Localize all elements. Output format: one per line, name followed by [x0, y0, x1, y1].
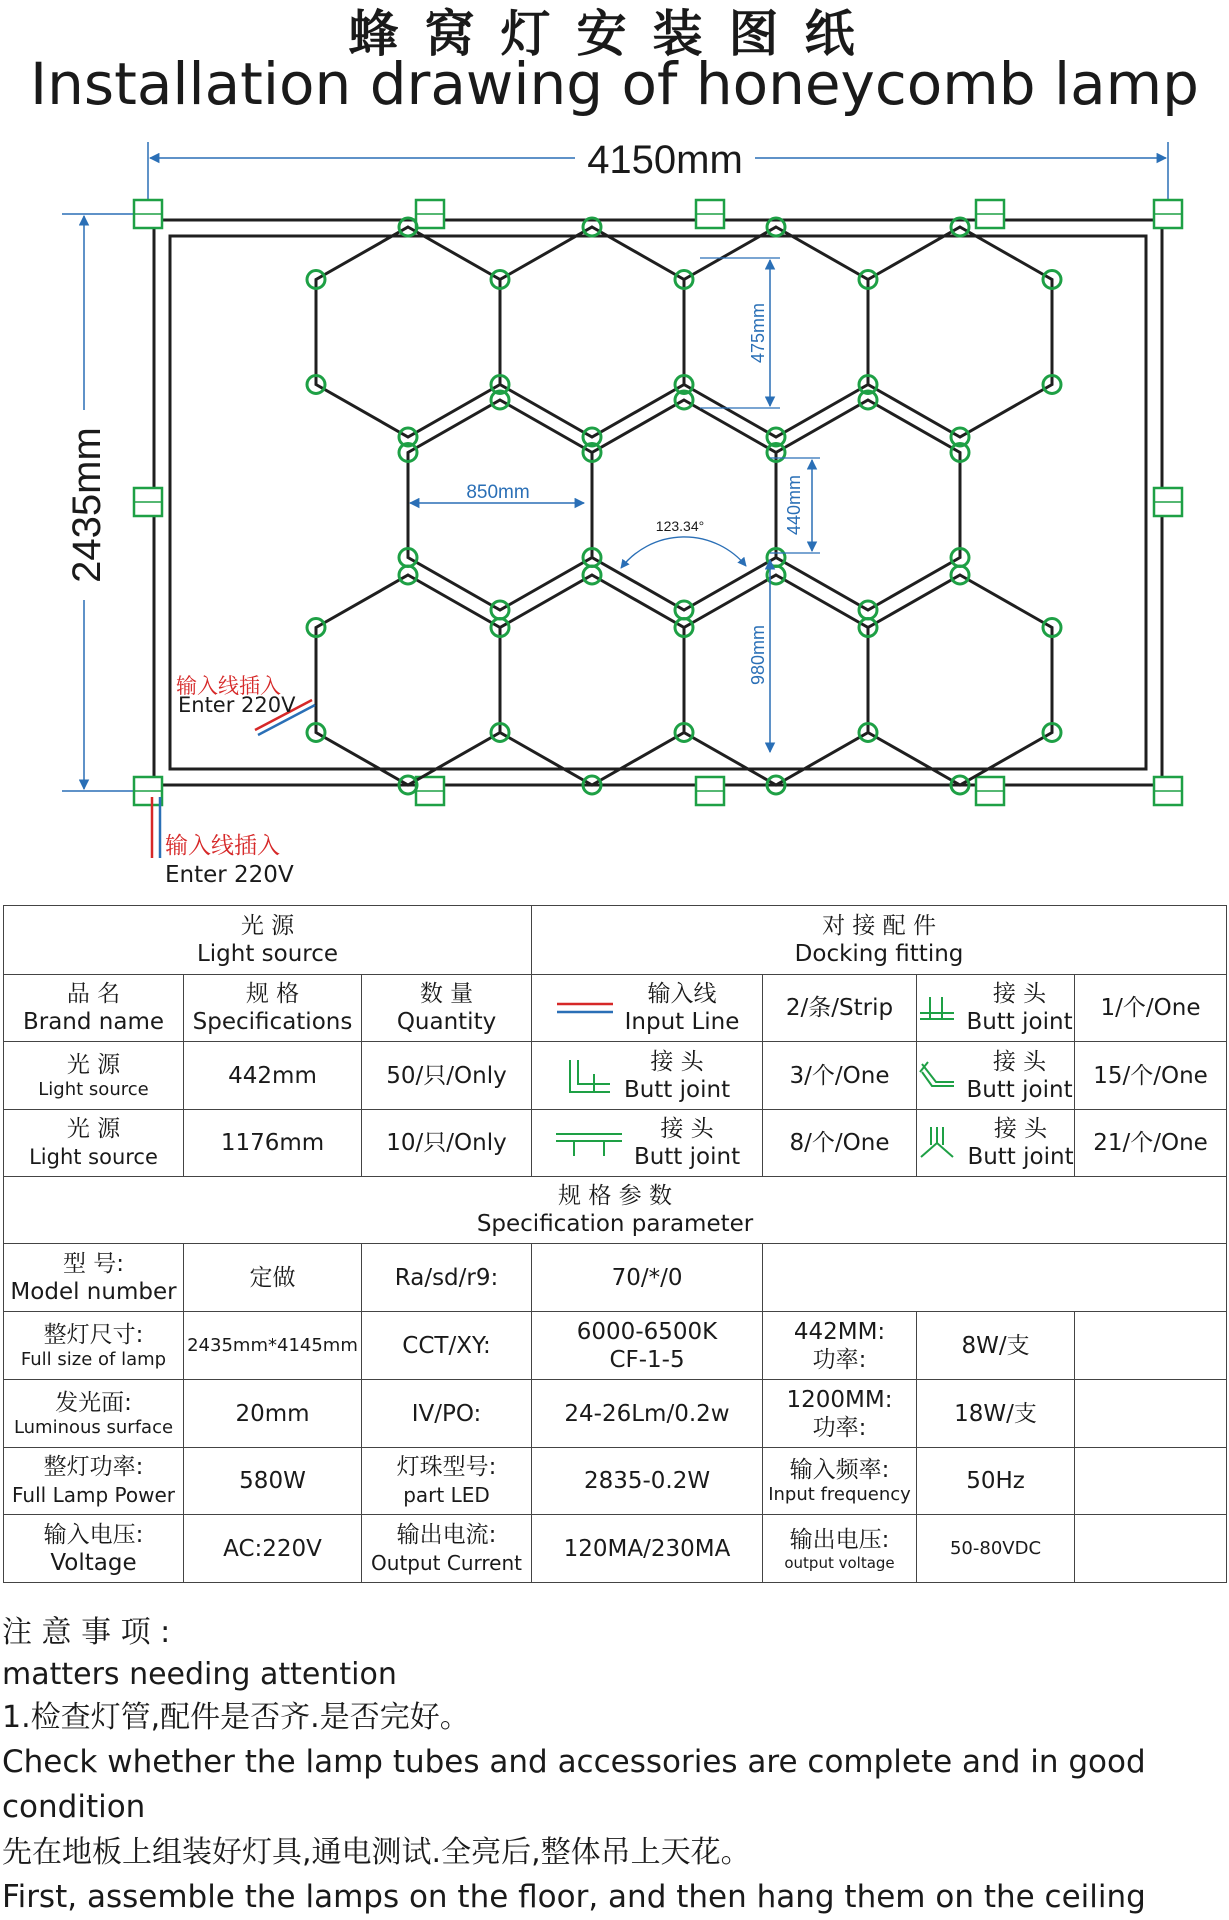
- power-1200-value: 18W/支: [917, 1380, 1075, 1448]
- hexagon: [868, 575, 1052, 785]
- hex-side-dimension: [700, 258, 780, 408]
- page-title-en: Installation drawing of honeycomb lamp: [30, 50, 1199, 118]
- notes-section: [2, 1610, 1227, 1920]
- ra-value: 70/*/0: [532, 1244, 763, 1312]
- cct-label: CCT/XY:: [362, 1312, 532, 1380]
- page-title-cn: 蜂窝灯安装图纸: [348, 5, 881, 63]
- output-voltage-value: 50-80VDC: [917, 1515, 1075, 1583]
- row2-name: 光 源 Light source: [4, 1110, 184, 1177]
- fitting-butt-joint-l: 接 头 Butt joint: [532, 1042, 763, 1110]
- power-1200-label: 1200MM: 功率:: [763, 1380, 917, 1448]
- hex-side-label: 475mm: [748, 302, 768, 364]
- row2-qty: 10/只/Only: [362, 1110, 532, 1177]
- output-current-label: 输出电流: Output Current: [362, 1515, 532, 1583]
- spec-header: 规 格 Specifications: [184, 975, 362, 1042]
- fitting-butt-joint-y: 接 头 Butt joint: [917, 1110, 1075, 1177]
- note-2-en: First, assemble the lamps on the floor, and then hang them on the ceiling: [2, 1879, 1146, 1915]
- fitting-qty-2: 1/个/One: [1075, 975, 1227, 1042]
- height-label: 2435mm: [65, 427, 109, 583]
- led-label: 灯珠型号: part LED: [362, 1448, 532, 1515]
- fitting-input-line: 输入线 Input Line: [532, 975, 763, 1042]
- model-value: 定做: [184, 1244, 362, 1312]
- hexagon: [408, 400, 592, 610]
- honeycomb-hexagons: [316, 227, 1052, 785]
- voltage-value: AC:220V: [184, 1515, 362, 1583]
- fitting-qty-4: 15/个/One: [1075, 1042, 1227, 1110]
- input-label-cn-hex: 输入线插入: [176, 674, 281, 698]
- empty-cell: [1075, 1312, 1227, 1380]
- light-source-header: [4, 906, 532, 975]
- input-wire-frame: [152, 797, 294, 888]
- model-label: 型 号: Model number: [4, 1244, 184, 1312]
- butt-joint-l-icon: [564, 1056, 614, 1096]
- docking-header: [532, 906, 1227, 975]
- docking-header-en: Docking fitting: [794, 941, 964, 967]
- input-label-en-hex: Enter 220V: [178, 693, 296, 717]
- fitting-qty-6: 21/个/One: [1075, 1110, 1227, 1177]
- note-1-en-a: Check whether the lamp tubes and accessories are complete and in good: [2, 1744, 1146, 1780]
- installation-drawing: [0, 0, 1229, 900]
- notes-heading-en: matters needing attention: [2, 1657, 397, 1692]
- empty-cell: [763, 1244, 1227, 1312]
- fitting-butt-joint-t: 接 头 Butt joint: [532, 1110, 763, 1177]
- light-source-header-cn: 光 源: [240, 913, 295, 939]
- full-power-value: 580W: [184, 1448, 362, 1515]
- frequency-value: 50Hz: [917, 1448, 1075, 1515]
- quantity-header: 数 量 Quantity: [362, 975, 532, 1042]
- fitting-qty-3: 3/个/One: [763, 1042, 917, 1110]
- hexagon: [316, 227, 500, 437]
- hex-height-label: 980mm: [748, 624, 768, 686]
- light-source-header-en: Light source: [196, 941, 339, 967]
- docking-header-cn: 对 接 配 件: [822, 913, 936, 939]
- angle-dimension: [621, 518, 746, 568]
- angle-label: 123.34°: [655, 518, 705, 534]
- input-line-icon: [555, 998, 615, 1018]
- hexagon: [500, 227, 684, 437]
- row1-name: 光 源 Light source: [4, 1042, 184, 1110]
- hexagon: [592, 400, 776, 610]
- input-wire-hex: [176, 674, 315, 735]
- power-442-label: 442MM: 功率:: [763, 1312, 917, 1380]
- empty-cell: [1075, 1448, 1227, 1515]
- fitting-butt-joint-straight: 接 头 Butt joint: [917, 975, 1075, 1042]
- butt-joint-t-icon: [554, 1128, 624, 1158]
- row2-spec: 1176mm: [184, 1110, 362, 1177]
- hexagon: [316, 575, 500, 785]
- butt-joint-y-icon: [917, 1123, 957, 1163]
- spec-table: [3, 905, 1227, 1583]
- notes-heading-cn: 注 意 事 项 :: [2, 1615, 171, 1650]
- luminous-label: 发光面: Luminous surface: [4, 1380, 184, 1448]
- hexagon: [500, 575, 684, 785]
- note-2-cn: 先在地板上组装好灯具,通电测试.全亮后,整体吊上天花。: [2, 1835, 751, 1870]
- input-label-cn-frame: 输入线插入: [165, 833, 280, 859]
- size-value: 2435mm*4145mm: [184, 1312, 362, 1380]
- butt-joint-straight-icon: [918, 993, 956, 1023]
- luminous-value: 20mm: [184, 1380, 362, 1448]
- led-value: 2835-0.2W: [532, 1448, 763, 1515]
- cct-value: 6000-6500K CF-1-5: [532, 1312, 763, 1380]
- width-dimension: [148, 138, 1168, 210]
- frame-outer: [154, 220, 1162, 785]
- hexagon: [868, 227, 1052, 437]
- ivpo-value: 24-26Lm/0.2w: [532, 1380, 763, 1448]
- input-label-en-frame: Enter 220V: [165, 862, 294, 888]
- size-label: 整灯尺寸: Full size of lamp: [4, 1312, 184, 1380]
- note-1-cn: 1.检查灯管,配件是否齐.是否完好。: [2, 1700, 470, 1735]
- voltage-label: 输入电压: Voltage: [4, 1515, 184, 1583]
- empty-cell: [1075, 1515, 1227, 1583]
- row1-qty: 50/只/Only: [362, 1042, 532, 1110]
- note-1-en-b: condition: [2, 1789, 146, 1825]
- row1-spec: 442mm: [184, 1042, 362, 1110]
- hex-width-label: 850mm: [466, 482, 530, 503]
- hex-width-dimension: [410, 482, 584, 503]
- output-voltage-label: 输出电压: output voltage: [763, 1515, 917, 1583]
- width-label: 4150mm: [587, 138, 743, 182]
- fitting-butt-joint-angle: 接 头 Butt joint: [917, 1042, 1075, 1110]
- hexagon: [684, 575, 868, 785]
- spec-parameter-header: 规 格 参 数 Specification parameter: [4, 1177, 1227, 1244]
- brand-name-header: 品 名 Brand name: [4, 975, 184, 1042]
- butt-joint-angle-icon: [918, 1058, 956, 1094]
- full-power-label: 整灯功率: Full Lamp Power: [4, 1448, 184, 1515]
- power-442-value: 8W/支: [917, 1312, 1075, 1380]
- empty-cell: [1075, 1380, 1227, 1448]
- ra-label: Ra/sd/r9:: [362, 1244, 532, 1312]
- hex-gap-label: 440mm: [784, 474, 804, 536]
- frequency-label: 输入频率: Input frequency: [763, 1448, 917, 1515]
- ivpo-label: IV/PO:: [362, 1380, 532, 1448]
- fitting-qty-5: 8/个/One: [763, 1110, 917, 1177]
- output-current-value: 120MA/230MA: [532, 1515, 763, 1583]
- fitting-qty-1: 2/条/Strip: [763, 975, 917, 1042]
